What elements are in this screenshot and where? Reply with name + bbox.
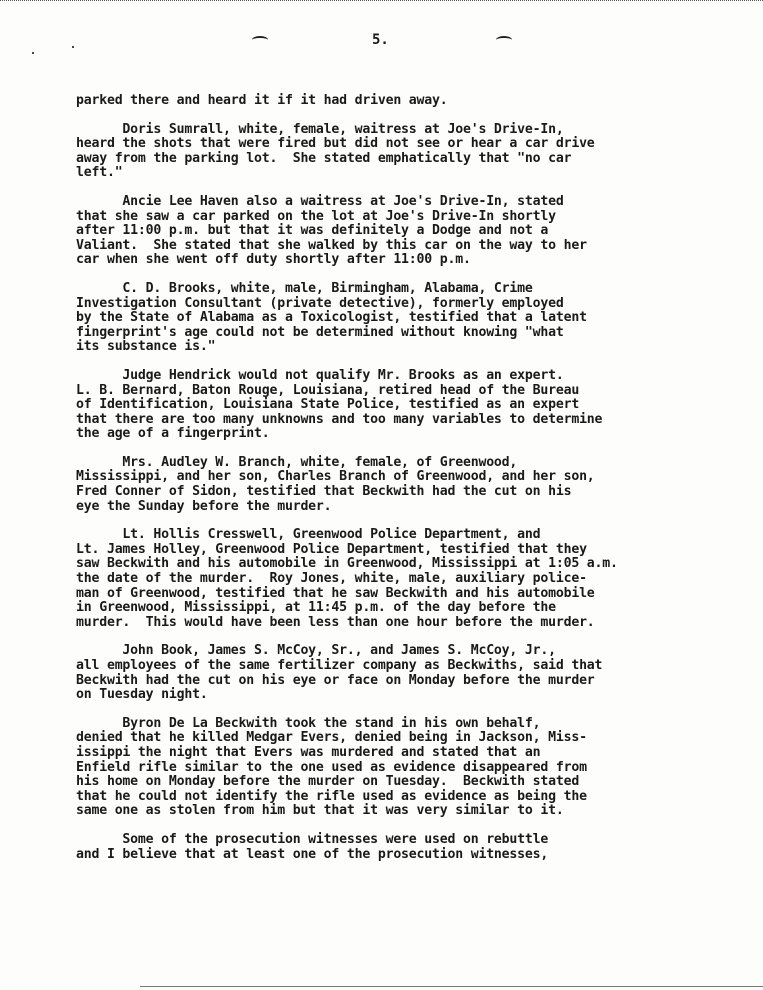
paragraph-6: Mrs. Audley W. Branch, white, female, of Greenwood, Mississippi, and her son, Charles Branch of Greenwood, and her son, Fred Conner of Sidon, testified that Beckwith had the cut on his eye the Sunday before the murder. xyxy=(76,454,595,514)
paragraph-5: Judge Hendrick would not qualify Mr. Brooks as an expert. L. B. Bernard, Baton Rouge, Louisiana, retired head of the Bureau of Identification, Louisiana State Police, testified as an expert that there are too many unknowns and too many variables to determine the age of a fingerprint. xyxy=(76,367,603,442)
paragraph-10: Some of the prosecution witnesses were used on rebuttle and I believe that at least one of the prosecution witnesses, xyxy=(76,831,549,862)
binding-mark-left xyxy=(252,36,268,44)
paragraph-7: Lt. Hollis Cresswell, Greenwood Police Department, and Lt. James Holley, Greenwood Police Department, testified that they saw Beckwith and his automobile in Greenwood, Mississippi at 1:05 a.m. the date of the murder. Roy Jones, white, male, auxiliary police- man of Greenwood, testified that he saw Beckwith and his automobile in Greenwood, Mississippi, at 11:45 p.m. of the day before the murder. This would have been less than one hour before the murder. xyxy=(76,527,618,630)
paragraph-4: C. D. Brooks, white, male, Birmingham, Alabama, Crime Investigation Consultant (private detective), formerly employed by the State of Alabama as a Toxicologist, testified that a latent fingerprint's age could not be determined without knowing "what its substance is." xyxy=(76,280,587,355)
bottom-rule xyxy=(140,986,763,987)
paragraph-2: Doris Sumrall, white, female, waitress at Joe's Drive-In, heard the shots that were fired but did not see or hear a car drive away from the parking lot. She stated emphatically that "no car left." xyxy=(76,121,595,181)
document-body xyxy=(76,94,686,862)
speck-mark xyxy=(72,46,74,48)
paragraph-1: parked there and heard it if it had driven away. xyxy=(76,93,448,108)
paragraph-8: John Book, James S. McCoy, Sr., and James S. McCoy, Jr., all employees of the same fertilizer company as Beckwiths, said that Beckwith had the cut on his eye or face on Monday before the murder on Tuesday night. xyxy=(76,643,603,703)
paragraph-3: Ancie Lee Haven also a waitress at Joe's Drive-In, stated that she saw a car parked on the lot at Joe's Drive-In shortly after 11:00 p.m. but that it was definitely a Dodge and not a Valiant. She stated that she walked by this car on the way to her car when she went off duty shortly after 11:00 p.m. xyxy=(76,193,587,268)
page-number: 5. xyxy=(372,32,389,48)
binding-mark-right xyxy=(496,36,512,44)
speck-mark xyxy=(32,52,34,54)
paragraph-9: Byron De La Beckwith took the stand in his own behalf, denied that he killed Medgar Evers, denied being in Jackson, Miss- issippi the night that Evers was murdered and stated that an Enfield rifle similar to the one used as evidence disappeared from his home on Monday before the murder on Tuesday. Beckwith stated that he could not identify the rifle used as evidence as being the same one as stolen from him but that it was very similar to it. xyxy=(76,715,587,819)
top-dotted-border xyxy=(0,0,763,1)
